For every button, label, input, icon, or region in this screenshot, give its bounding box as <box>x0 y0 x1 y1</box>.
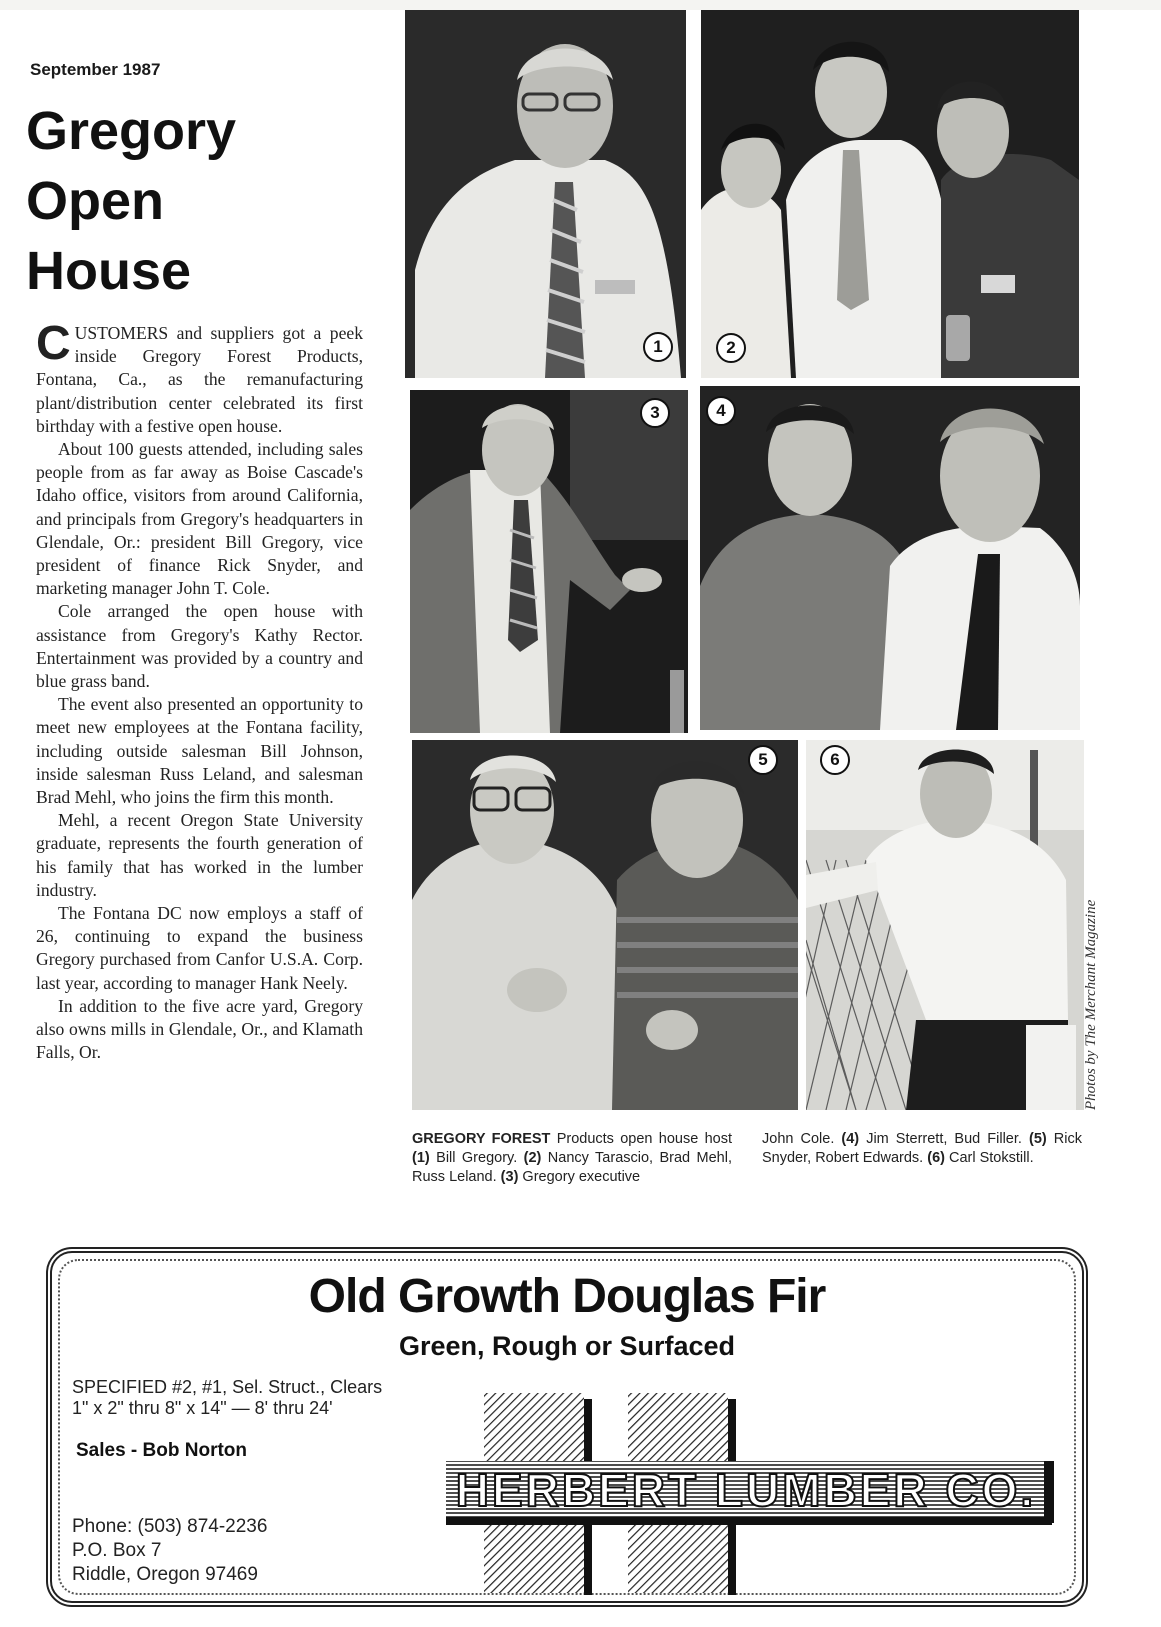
ad-subtitle: Green, Rough or Surfaced <box>398 1331 736 1361</box>
photo-number-badge: 3 <box>640 398 670 428</box>
photo-number-badge: 5 <box>748 745 778 775</box>
page-top-edge <box>0 0 1161 10</box>
article-paragraph: In addition to the five acre yard, Gregory also owns mills in Glendale, Or., and Klamath Falls, Or. <box>36 995 363 1063</box>
headline-line-3: House <box>26 241 192 301</box>
article-paragraph: The event also presented an opportunity to meet new employees at the Fontana facility, including outside salesman Bill Johnson, inside salesman Russ Leland, and salesman Brad Mehl, who joins the firm this month. <box>36 694 363 808</box>
drop-cap: C <box>36 317 71 370</box>
ad-phone: Phone: (503) 874-2236 <box>72 1516 268 1537</box>
article-paragraph: About 100 guests attended, including sales people from as far away as Boise Cascade's Idaho office, visitors from around California, and principals from Gregory's headquarters in Glendale, Or.: president Bill Gregory, vice president of finance Rick Snyder, and marketing manager John T. Cole. <box>36 439 363 599</box>
ad-sales-contact: Sales - Bob Norton <box>76 1440 248 1461</box>
headline-line-2: Open <box>26 171 165 231</box>
photo-number-badge: 4 <box>706 396 736 426</box>
photo-caption-left: GREGORY FOREST Products open house host (1) Bill Gregory. (2) Nancy Tarascio, Brad Mehl, Russ Leland. (3) Gregory executive <box>412 1131 732 1185</box>
article-paragraph: Mehl, a recent Oregon State University graduate, represents the fourth generation of his family that has worked in the lumber industry. <box>36 810 363 900</box>
photo-1 <box>405 10 686 378</box>
ad-po-box: P.O. Box 7 <box>72 1540 162 1561</box>
ad-title: Old Growth Douglas Fir <box>308 1270 826 1323</box>
advertisement <box>46 1247 1088 1607</box>
article-paragraph: The Fontana DC now employs a staff of 26, continuing to expand the business Gregory purchased from Canfor U.S.A. Corp. last year, according to manager Hank Neely. <box>36 903 363 993</box>
article-paragraph: Cole arranged the open house with assistance from Gregory's Kathy Rector. Entertainment was provided by a country and blue grass band. <box>36 601 363 692</box>
photo-5 <box>412 740 798 1110</box>
photo-3 <box>410 390 688 733</box>
headline-line-1: Gregory <box>26 101 237 161</box>
photo-6 <box>806 740 1084 1110</box>
article-body <box>36 317 363 1065</box>
article-headline <box>26 96 236 306</box>
photo-caption-right: John Cole. (4) Jim Sterrett, Bud Filler. (5) Rick Snyder, Robert Edwards. (6) Carl Stokstill. <box>762 1131 1082 1166</box>
ad-contact-info <box>72 1515 267 1587</box>
ad-city: Riddle, Oregon 97469 <box>72 1564 258 1585</box>
photo-credit: Photos by The Merchant Magazine <box>1083 899 1099 1110</box>
photo-number-badge: 6 <box>820 745 850 775</box>
logo-text: HERBERT LUMBER CO. <box>455 1464 1037 1516</box>
ad-specifications: SPECIFIED #2, #1, Sel. Struct., Clears 1" x 2" thru 8" x 14" — 8' thru 24' <box>72 1377 383 1418</box>
photo-4 <box>700 386 1080 730</box>
photo-number-badge: 2 <box>716 333 746 363</box>
article-paragraph: CUSTOMERS and suppliers got a peek inside Gregory Forest Products, Fontana, Ca., as the remanufacturing plant/distribution center celebrated its first birthday with a festive open house. <box>36 317 363 436</box>
herbert-lumber-logo <box>446 1391 1058 1597</box>
photo-2 <box>701 10 1079 378</box>
issue-date: September 1987 <box>30 60 161 79</box>
photo-number-badge: 1 <box>643 332 673 362</box>
